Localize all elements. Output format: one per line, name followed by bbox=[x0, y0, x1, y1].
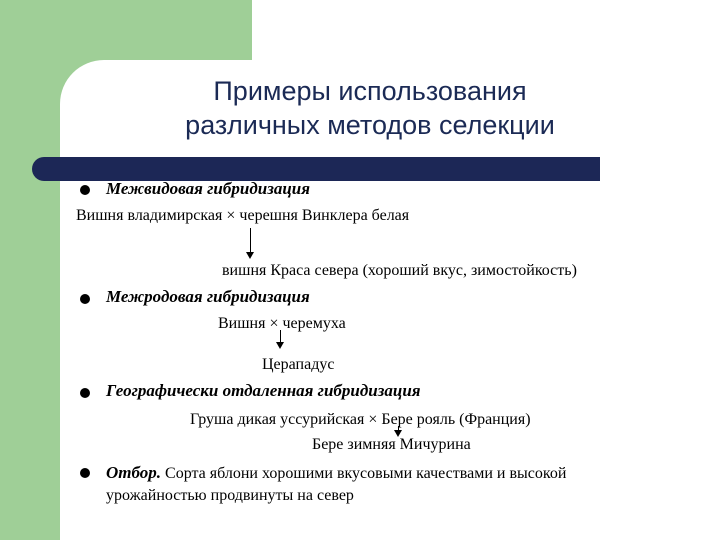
arrow-head-icon bbox=[276, 342, 284, 349]
section-3-cross: Груша дикая уссурийская × Бере рояль (Франция) bbox=[190, 411, 531, 428]
section-1-result: вишня Краса севера (хороший вкус, зимостойкость) bbox=[222, 262, 577, 279]
section-3-heading: Географически отдаленная гибридизация bbox=[106, 381, 421, 400]
arrow-head-icon bbox=[246, 252, 254, 259]
arrow-down-icon bbox=[250, 228, 251, 254]
slide-title bbox=[100, 74, 640, 142]
bullet-icon bbox=[80, 294, 90, 304]
section-2-result: Церападус bbox=[262, 356, 335, 373]
section-2-heading: Межродовая гибридизация bbox=[106, 287, 310, 306]
section-4-text: Сорта яблони хорошими вкусовыми качествами и высокой урожайностью продвинуты на север bbox=[106, 465, 567, 504]
section-4-heading: Отбор. bbox=[106, 463, 162, 482]
section-4-paragraph bbox=[106, 462, 646, 507]
section-1-heading: Межвидовая гибридизация bbox=[106, 179, 311, 198]
slide-title-line-2: различных методов селекции bbox=[185, 110, 555, 140]
section-3-result: Бере зимняя Мичурина bbox=[312, 436, 471, 453]
bullet-icon bbox=[80, 468, 90, 478]
section-2-cross: Вишня × черемуха bbox=[218, 315, 346, 332]
bullet-icon bbox=[80, 388, 90, 398]
title-divider-bar bbox=[32, 157, 600, 181]
slide-title-line-1: Примеры использования bbox=[213, 76, 527, 106]
section-1-cross: Вишня владимирская × черешня Винклера белая bbox=[76, 207, 410, 224]
bullet-icon bbox=[80, 185, 90, 195]
